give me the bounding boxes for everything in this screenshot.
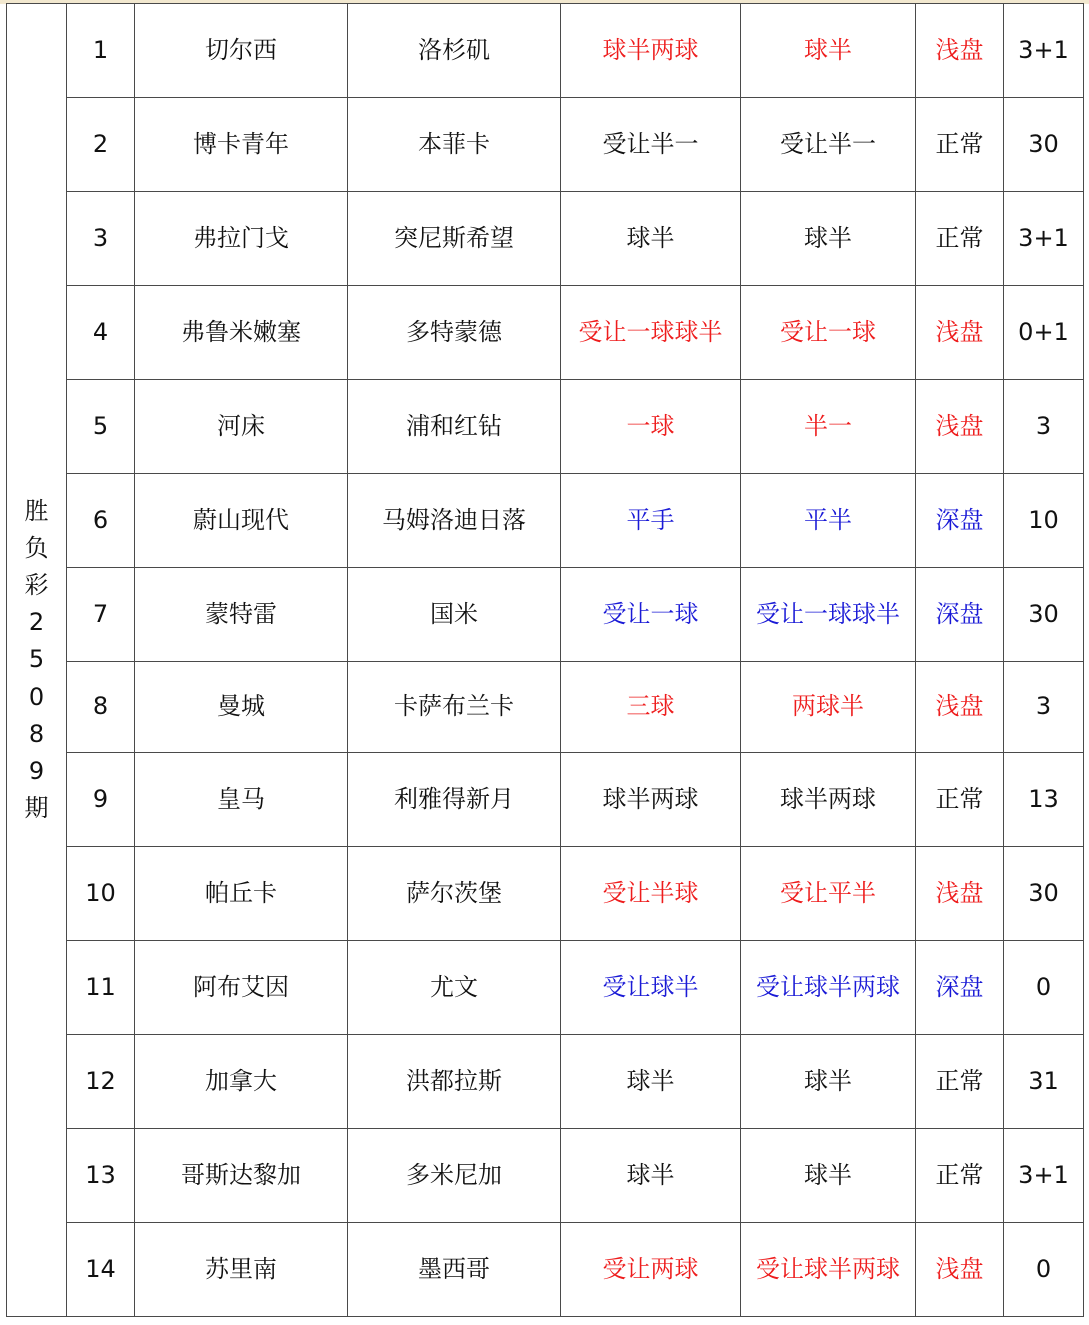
match-number: 3	[67, 192, 135, 286]
handicap-line-b: 受让一球	[741, 286, 916, 380]
table-row	[7, 941, 1084, 1035]
match-number: 1	[67, 4, 135, 98]
handicap-line-b: 球半两球	[741, 753, 916, 847]
prediction: 0	[1004, 1223, 1084, 1317]
prediction: 30	[1004, 98, 1084, 192]
handicap-line-b: 两球半	[741, 662, 916, 753]
period-label-char: 5	[28, 645, 45, 674]
market-status: 深盘	[916, 568, 1004, 662]
table-row	[7, 1223, 1084, 1317]
market-status: 深盘	[916, 941, 1004, 1035]
handicap-line-b: 受让球半两球	[741, 1223, 916, 1317]
prediction: 3+1	[1004, 1129, 1084, 1223]
table-row	[7, 1129, 1084, 1223]
handicap-line-a: 球半	[561, 1129, 741, 1223]
market-status: 正常	[916, 98, 1004, 192]
handicap-line-b: 球半	[741, 4, 916, 98]
away-team: 多米尼加	[348, 1129, 561, 1223]
handicap-line-a: 受让一球球半	[561, 286, 741, 380]
market-status: 正常	[916, 753, 1004, 847]
away-team: 萨尔茨堡	[348, 847, 561, 941]
away-team: 马姆洛迪日落	[348, 474, 561, 568]
home-team: 切尔西	[135, 4, 348, 98]
handicap-line-a: 受让一球	[561, 568, 741, 662]
match-number: 10	[67, 847, 135, 941]
match-number: 14	[67, 1223, 135, 1317]
prediction: 10	[1004, 474, 1084, 568]
match-number: 2	[67, 98, 135, 192]
handicap-line-b: 平半	[741, 474, 916, 568]
away-team: 国米	[348, 568, 561, 662]
period-label-char: 胜	[24, 496, 49, 525]
home-team: 蔚山现代	[135, 474, 348, 568]
handicap-line-a: 球半两球	[561, 753, 741, 847]
prediction: 30	[1004, 847, 1084, 941]
away-team: 浦和红钻	[348, 380, 561, 474]
period-label-char: 负	[24, 533, 49, 562]
home-team: 帕丘卡	[135, 847, 348, 941]
period-label-char: 期	[24, 794, 49, 823]
home-team: 河床	[135, 380, 348, 474]
match-number: 12	[67, 1035, 135, 1129]
handicap-line-b: 受让半一	[741, 98, 916, 192]
away-team: 卡萨布兰卡	[348, 662, 561, 753]
away-team: 洪都拉斯	[348, 1035, 561, 1129]
handicap-line-a: 受让两球	[561, 1223, 741, 1317]
table-row	[7, 192, 1084, 286]
match-number: 13	[67, 1129, 135, 1223]
match-number: 5	[67, 380, 135, 474]
table-row	[7, 380, 1084, 474]
market-status: 正常	[916, 192, 1004, 286]
home-team: 加拿大	[135, 1035, 348, 1129]
home-team: 弗鲁米嫩塞	[135, 286, 348, 380]
handicap-line-a: 平手	[561, 474, 741, 568]
home-team: 哥斯达黎加	[135, 1129, 348, 1223]
handicap-line-a: 一球	[561, 380, 741, 474]
table-row	[7, 4, 1084, 98]
table-body	[7, 4, 1084, 1317]
prediction: 31	[1004, 1035, 1084, 1129]
away-team: 尤文	[348, 941, 561, 1035]
match-number: 7	[67, 568, 135, 662]
period-label-char: 8	[28, 719, 45, 748]
match-table	[6, 3, 1084, 1317]
market-status: 浅盘	[916, 380, 1004, 474]
home-team: 阿布艾因	[135, 941, 348, 1035]
market-status: 正常	[916, 1129, 1004, 1223]
handicap-line-a: 球半两球	[561, 4, 741, 98]
period-label-char: 0	[28, 682, 45, 711]
market-status: 浅盘	[916, 847, 1004, 941]
table-row	[7, 474, 1084, 568]
period-label-char: 9	[28, 756, 45, 785]
market-status: 浅盘	[916, 286, 1004, 380]
away-team: 利雅得新月	[348, 753, 561, 847]
table-row	[7, 847, 1084, 941]
away-team: 墨西哥	[348, 1223, 561, 1317]
home-team: 曼城	[135, 662, 348, 753]
match-number: 9	[67, 753, 135, 847]
home-team: 弗拉门戈	[135, 192, 348, 286]
period-label-char: 彩	[24, 571, 49, 600]
table-row	[7, 98, 1084, 192]
match-number: 11	[67, 941, 135, 1035]
away-team: 本菲卡	[348, 98, 561, 192]
handicap-line-b: 受让一球球半	[741, 568, 916, 662]
away-team: 多特蒙德	[348, 286, 561, 380]
market-status: 浅盘	[916, 1223, 1004, 1317]
handicap-line-b: 受让平半	[741, 847, 916, 941]
away-team: 洛杉矶	[348, 4, 561, 98]
match-number: 8	[67, 662, 135, 753]
handicap-line-a: 受让球半	[561, 941, 741, 1035]
market-status: 深盘	[916, 474, 1004, 568]
table-row	[7, 568, 1084, 662]
home-team: 苏里南	[135, 1223, 348, 1317]
prediction: 13	[1004, 753, 1084, 847]
handicap-line-a: 三球	[561, 662, 741, 753]
handicap-line-a: 球半	[561, 192, 741, 286]
table-row	[7, 1035, 1084, 1129]
away-team: 突尼斯希望	[348, 192, 561, 286]
market-status: 浅盘	[916, 4, 1004, 98]
market-status: 正常	[916, 1035, 1004, 1129]
home-team: 皇马	[135, 753, 348, 847]
prediction: 30	[1004, 568, 1084, 662]
home-team: 博卡青年	[135, 98, 348, 192]
prediction: 3+1	[1004, 4, 1084, 98]
table-row	[7, 753, 1084, 847]
handicap-line-b: 球半	[741, 192, 916, 286]
table-row	[7, 286, 1084, 380]
prediction: 3	[1004, 662, 1084, 753]
handicap-line-a: 球半	[561, 1035, 741, 1129]
match-number: 4	[67, 286, 135, 380]
home-team: 蒙特雷	[135, 568, 348, 662]
table-row	[7, 662, 1084, 753]
period-label-char: 2	[28, 608, 45, 637]
prediction: 0	[1004, 941, 1084, 1035]
prediction: 3+1	[1004, 192, 1084, 286]
period-label	[7, 4, 67, 1317]
market-status: 浅盘	[916, 662, 1004, 753]
prediction: 0+1	[1004, 286, 1084, 380]
match-number: 6	[67, 474, 135, 568]
handicap-line-b: 球半	[741, 1129, 916, 1223]
handicap-line-a: 受让半球	[561, 847, 741, 941]
prediction: 3	[1004, 380, 1084, 474]
handicap-line-b: 受让球半两球	[741, 941, 916, 1035]
handicap-line-b: 球半	[741, 1035, 916, 1129]
handicap-line-a: 受让半一	[561, 98, 741, 192]
handicap-line-b: 半一	[741, 380, 916, 474]
